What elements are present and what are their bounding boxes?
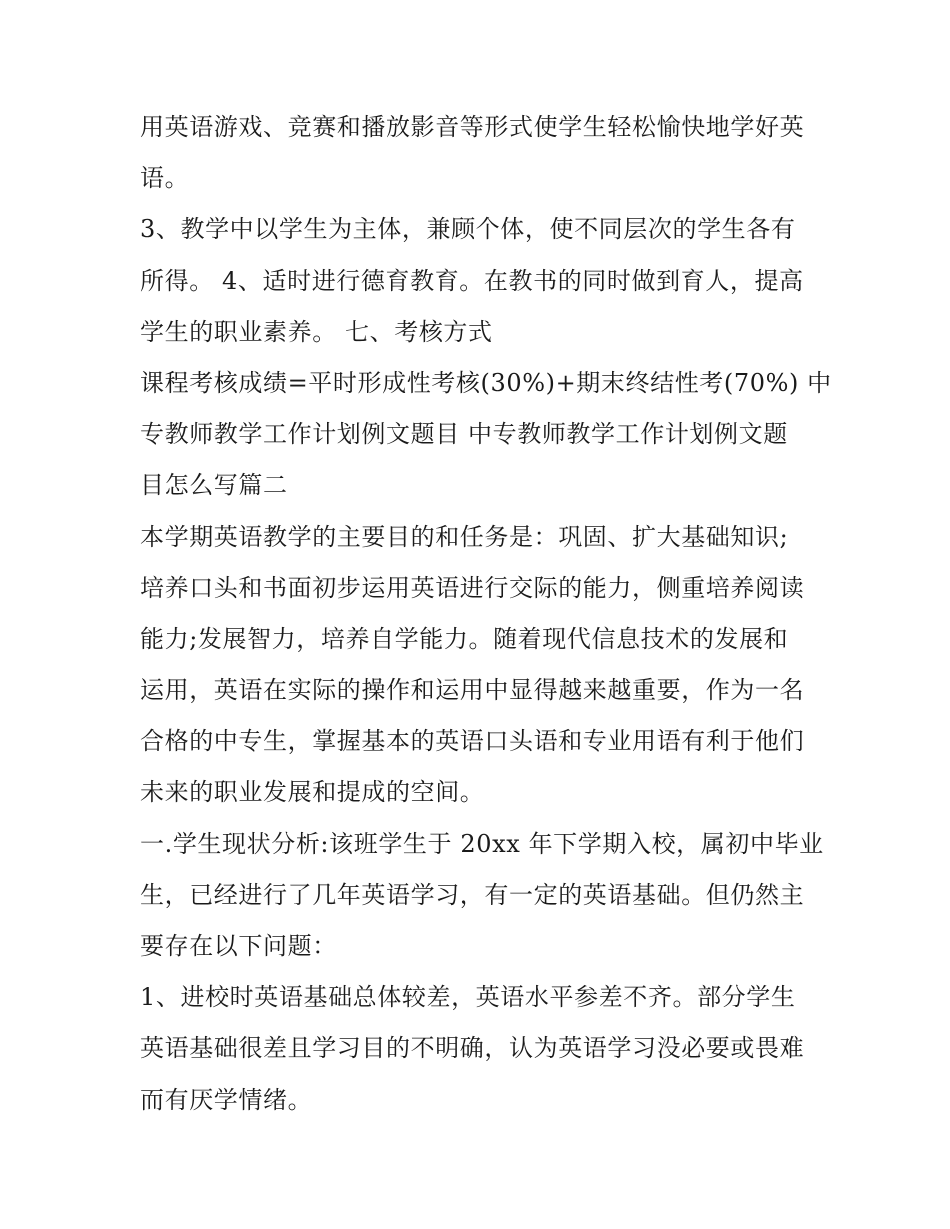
text-line-4: 所得。 4、适时进行德育教育。在教书的同时做到育人，提高 xyxy=(140,266,804,295)
text-line-3: 3、教学中以学生为主体，兼顾个体，使不同层次的学生各有 xyxy=(140,215,796,244)
text-line-8: 目怎么写篇二 xyxy=(140,471,288,500)
text-line-10: 培养口头和书面初步运用英语进行交际的能力，侧重培养阅读 xyxy=(140,573,805,602)
text-line-13: 合格的中专生，掌握基本的英语口头语和专业用语有利于他们 xyxy=(140,727,805,756)
text-line-6: 课程考核成绩=平时形成性考核(30%)+期末终结性考(70%) 中 xyxy=(140,368,832,397)
text-line-2: 语。 xyxy=(140,164,190,193)
document-body xyxy=(140,102,832,1126)
text-line-17: 要存在以下问题： xyxy=(140,932,337,960)
text-line-18: 1、进校时英语基础总体较差，英语水平参差不齐。部分学生 xyxy=(140,983,796,1012)
text-line-7: 专教师教学工作计划例文题目 中专教师教学工作计划例文题 xyxy=(140,420,788,449)
text-line-12: 运用，英语在实际的操作和运用中显得越来越重要，作为一名 xyxy=(140,676,805,705)
text-line-5: 学生的职业素养。 七、考核方式 xyxy=(140,317,493,346)
text-line-11: 能力;发展智力，培养自学能力。随着现代信息技术的发展和 xyxy=(140,624,789,653)
text-line-19: 英语基础很差且学习目的不明确，认为英语学习没必要或畏难 xyxy=(140,1034,805,1063)
text-line-15: 一.学生现状分析:该班学生于 20xx 年下学期入校，属初中毕业 xyxy=(140,829,824,858)
text-line-1: 用英语游戏、竞赛和播放影音等形式使学生轻松愉快地学好英 xyxy=(140,113,805,141)
text-line-20: 而有厌学情绪。 xyxy=(140,1085,313,1114)
text-line-14: 未来的职业发展和提成的空间。 xyxy=(140,778,485,807)
text-line-9: 本学期英语教学的主要目的和任务是：巩固、扩大基础知识; xyxy=(140,522,789,551)
text-line-16: 生，已经进行了几年英语学习，有一定的英语基础。但仍然主 xyxy=(140,880,805,909)
